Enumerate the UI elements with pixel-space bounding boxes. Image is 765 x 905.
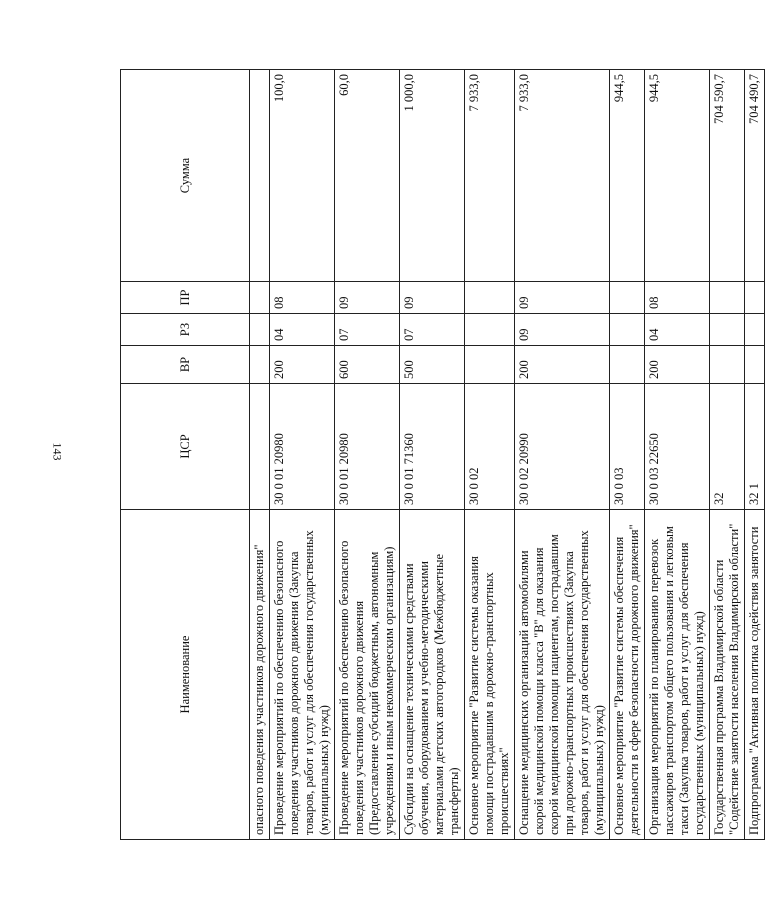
- table-row: [465, 70, 515, 840]
- cell-vr: [710, 346, 745, 384]
- table-row: [270, 70, 335, 840]
- cell-sum: 7 933,0: [465, 70, 515, 282]
- cell-sum: 704 490,7: [745, 70, 765, 282]
- header-pr: ПР: [121, 282, 250, 314]
- cell-csr: 30 0 03 22650: [645, 384, 710, 510]
- cell-pr: 08: [645, 282, 710, 314]
- cell-name: Субсидии на оснащение техническими средствами обучения, оборудованием и учебно-методическими материалами детских автогородков (Межбюджетные трансферты): [400, 510, 465, 840]
- cell-vr: [465, 346, 515, 384]
- cell-vr: 500: [400, 346, 465, 384]
- cell-vr: 600: [335, 346, 400, 384]
- cell-name: Основное мероприятие "Развитие системы оказания помощи пострадавшим в дорожно-транспортных происшествиях": [465, 510, 515, 840]
- cell-vr: 200: [270, 346, 335, 384]
- table-row: [250, 70, 270, 840]
- cell-rz: 04: [645, 314, 710, 346]
- cell-rz: [250, 314, 270, 346]
- cell-rz: [710, 314, 745, 346]
- cell-pr: [745, 282, 765, 314]
- cell-rz: 04: [270, 314, 335, 346]
- cell-pr: [710, 282, 745, 314]
- table-row: [610, 70, 645, 840]
- table-row: [400, 70, 465, 840]
- cell-csr: 30 0 02: [465, 384, 515, 510]
- cell-csr: 30 0 01 71360: [400, 384, 465, 510]
- cell-name: Проведение мероприятий по обеспечению безопасного поведения участников дорожного движения (Предоставление субсидий бюджетным, автономным учреждениям и иным некоммерческим организациям): [335, 510, 400, 840]
- cell-vr: [745, 346, 765, 384]
- budget-table: [120, 69, 765, 840]
- cell-csr: 32 1: [745, 384, 765, 510]
- table-row: [745, 70, 765, 840]
- cell-rz: 07: [335, 314, 400, 346]
- cell-csr: 32: [710, 384, 745, 510]
- table-row: [335, 70, 400, 840]
- table-header-row: [121, 70, 250, 840]
- cell-rz: 07: [400, 314, 465, 346]
- table-row: [515, 70, 610, 840]
- cell-pr: [610, 282, 645, 314]
- cell-sum: 100,0: [270, 70, 335, 282]
- cell-sum: [250, 70, 270, 282]
- cell-vr: 200: [515, 346, 610, 384]
- cell-sum: 944,5: [610, 70, 645, 282]
- cell-csr: [250, 384, 270, 510]
- cell-pr: [250, 282, 270, 314]
- cell-rz: [465, 314, 515, 346]
- cell-pr: [465, 282, 515, 314]
- cell-sum: 7 933,0: [515, 70, 610, 282]
- cell-sum: 704 590,7: [710, 70, 745, 282]
- cell-csr: 30 0 01 20980: [270, 384, 335, 510]
- header-name: Наименование: [121, 510, 250, 840]
- cell-sum: 60,0: [335, 70, 400, 282]
- cell-sum: 1 000,0: [400, 70, 465, 282]
- cell-rz: 09: [515, 314, 610, 346]
- cell-pr: 09: [515, 282, 610, 314]
- cell-rz: [745, 314, 765, 346]
- cell-pr: 09: [400, 282, 465, 314]
- cell-vr: 200: [645, 346, 710, 384]
- header-sum: Сумма: [121, 70, 250, 282]
- cell-pr: 08: [270, 282, 335, 314]
- cell-csr: 30 0 02 20990: [515, 384, 610, 510]
- cell-name: Государственная программа Владимирской области "Содействие занятости населения Владимирской области": [710, 510, 745, 840]
- cell-name: Основное мероприятие "Развитие системы обеспечения деятельности в сфере безопасности дорожного движения": [610, 510, 645, 840]
- cell-sum: 944,5: [645, 70, 710, 282]
- cell-name: опасного поведения участников дорожного движения": [250, 510, 270, 840]
- cell-name: Оснащение медицинских организаций автомобилями скорой медицинской помощи класса "В" для оказания скорой медицинской помощи пациентам, пострадавшим при дорожно-транспортных происшествиях (Закупка товаров, работ и услуг для обеспечения государственных (муниципальных) нужд): [515, 510, 610, 840]
- header-vr: ВР: [121, 346, 250, 384]
- cell-csr: 30 0 03: [610, 384, 645, 510]
- header-rz: РЗ: [121, 314, 250, 346]
- cell-name: Организация мероприятий по планированию перевозок пассажиров транспортом общего пользования и легковым такси (Закупка товаров, работ и услуг для обеспечения государственных (муниципальных) нужд): [645, 510, 710, 840]
- table-row: [710, 70, 745, 840]
- table-row: [645, 70, 710, 840]
- cell-csr: 30 0 01 20980: [335, 384, 400, 510]
- cell-pr: 09: [335, 282, 400, 314]
- cell-name: Подпрограмма "Активная политика содействия занятости: [745, 510, 765, 840]
- cell-rz: [610, 314, 645, 346]
- cell-vr: [250, 346, 270, 384]
- cell-name: Проведение мероприятий по обеспечению безопасного поведения участников дорожного движения (Закупка товаров, работ и услуг для обеспечения государственных (муниципальных) нужд): [270, 510, 335, 840]
- header-csr: ЦСР: [121, 384, 250, 510]
- rotated-table-container: [120, 70, 761, 840]
- cell-vr: [610, 346, 645, 384]
- page-number: 143: [50, 442, 65, 461]
